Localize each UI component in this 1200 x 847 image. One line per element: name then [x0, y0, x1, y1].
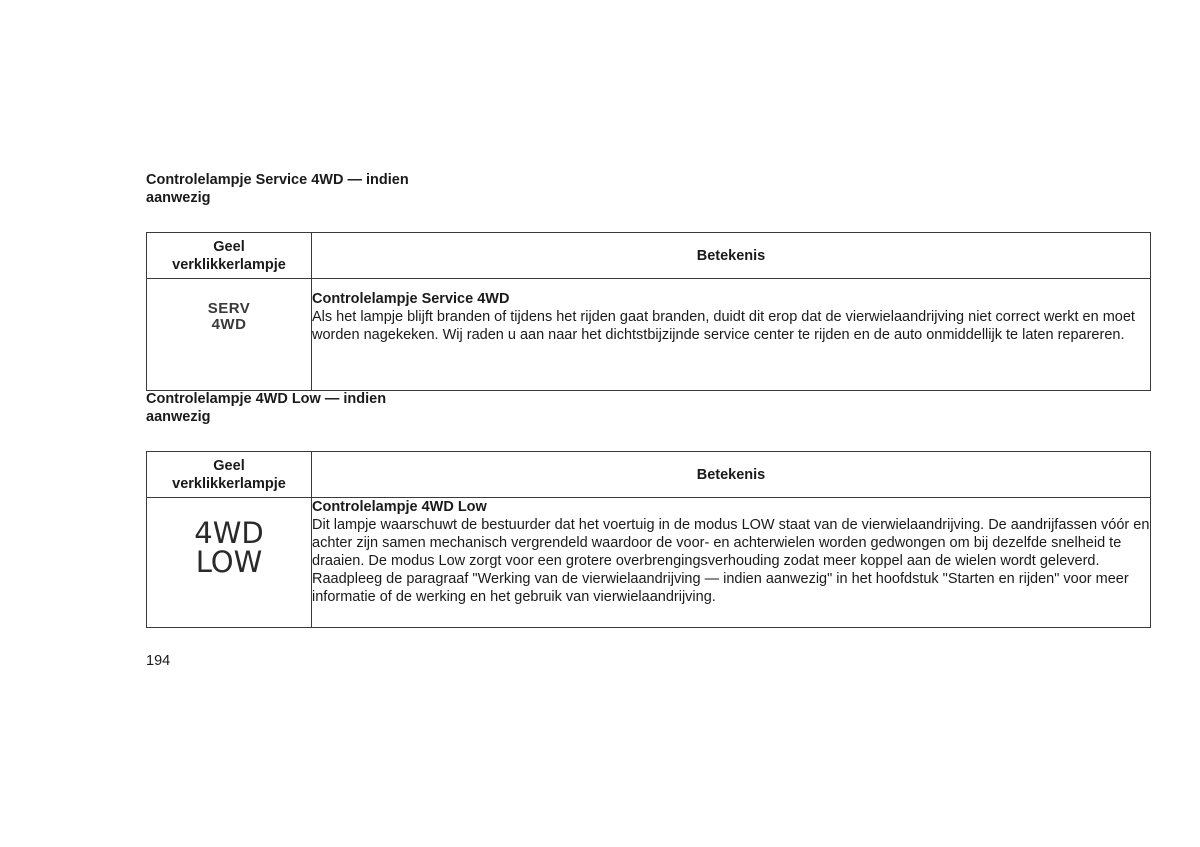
- 4wd-low-table: [146, 451, 1151, 628]
- section-heading-4wd-low: [146, 390, 446, 426]
- 4wd-low-icon: [194, 516, 264, 579]
- lamp-cell: [147, 279, 312, 391]
- icon-text: LOW: [195, 545, 263, 579]
- description-text: Als het lampje blijft branden of tijdens het rijden gaat branden, duidt dit erop dat de vierwielaandrijving niet correct werkt en moet worden nagekeken. Wij raden u aan naar het dichtstbijzijnde service center te rijden en de auto onmiddellijk te laten repareren.: [312, 309, 1135, 343]
- column-header-lamp: [147, 233, 312, 279]
- description-text: Dit lampje waarschuwt de bestuurder dat het voertuig in de modus LOW staat van de vierwielaandrijving. De aandrijfassen vóór en achter zijn samen mechanisch vergrendeld waardoor de voor- en achterwielen worden gedwongen om bij dezelfde snelheid te draaien. De modus Low zorgt voor een grotere overbrengingsverhouding zodat meer koppel aan de wielen wordt geleverd.: [312, 517, 1150, 569]
- description-text-reference: Raadpleeg de paragraaf "Werking van de vierwielaandrijving — indien aanwezig" in het hoofdstuk "Starten en rijden" voor meer informatie of de werking en het gebruik van vierwielaandrijving.: [312, 571, 1129, 605]
- table-row: [147, 498, 1151, 628]
- section-heading-service-4wd: [146, 171, 446, 207]
- header-text: verklikkerlampje: [172, 256, 286, 273]
- table-header-row: [147, 452, 1151, 498]
- page-number: 194: [146, 653, 171, 669]
- table-header-row: [147, 233, 1151, 279]
- heading-line: aanwezig: [146, 409, 211, 425]
- lamp-cell: [147, 498, 312, 628]
- icon-text: 4WD: [211, 316, 247, 333]
- header-text: verklikkerlampje: [172, 475, 286, 492]
- heading-line: Controlelampje 4WD Low — indien: [146, 391, 387, 407]
- header-text: Geel: [213, 238, 245, 255]
- description-title: Controlelampje Service 4WD: [312, 291, 510, 307]
- heading-line: Controlelampje Service 4WD — indien: [146, 172, 409, 188]
- service-4wd-table: [146, 232, 1151, 391]
- serv-4wd-icon: [208, 301, 251, 333]
- heading-line: aanwezig: [146, 190, 211, 206]
- icon-text: 4WD: [194, 516, 264, 550]
- header-text: Geel: [213, 457, 245, 474]
- column-header-meaning: Betekenis: [312, 233, 1151, 279]
- icon-text: SERV: [207, 300, 251, 317]
- description-cell: [312, 498, 1151, 628]
- column-header-lamp: [147, 452, 312, 498]
- column-header-meaning: Betekenis: [312, 452, 1151, 498]
- description-cell: [312, 279, 1151, 391]
- description-title: Controlelampje 4WD Low: [312, 499, 487, 515]
- table-row: [147, 279, 1151, 391]
